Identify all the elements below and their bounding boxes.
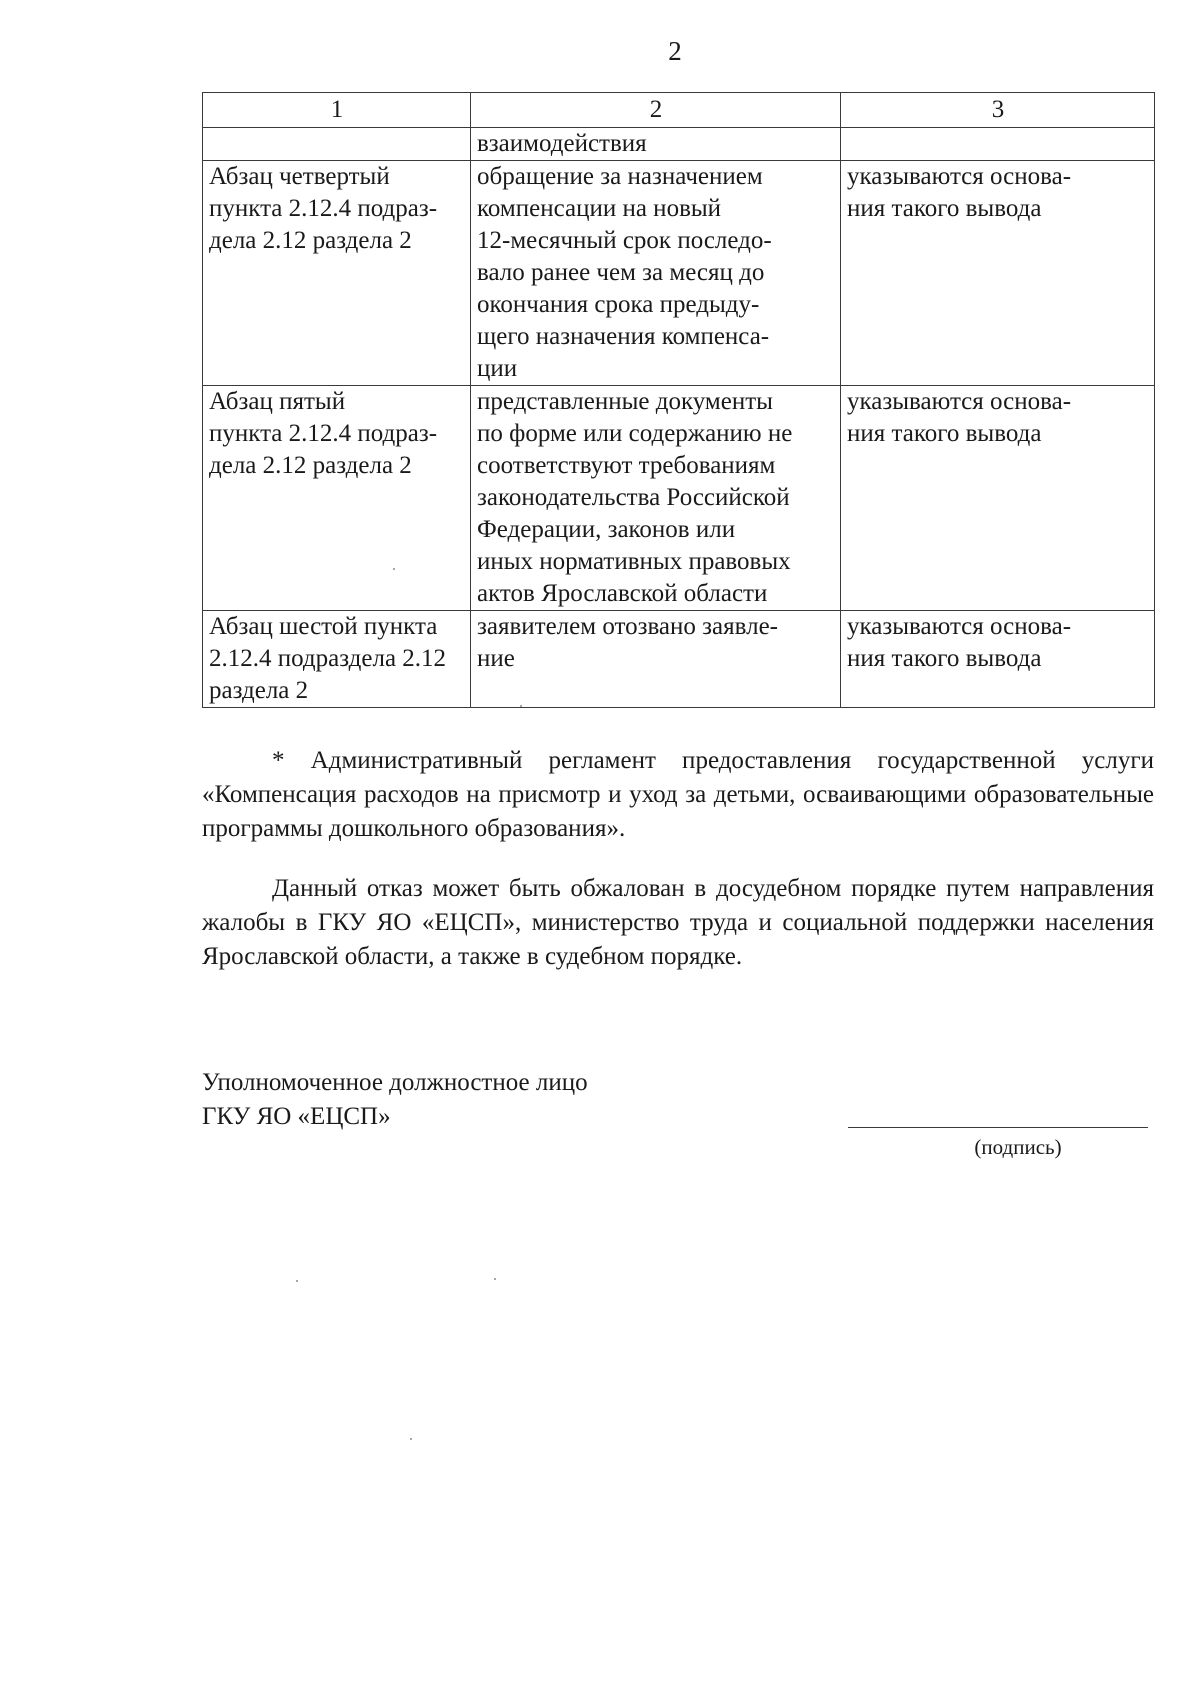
official-title: Уполномоченное должностное лицо — [202, 1069, 588, 1096]
table-cell-provision: Абзац шестой пункта 2.12.4 подраздела 2.12 раздела 2 — [203, 611, 471, 708]
footnote-text: * Административный регламент предоставления государственной услуги «Компенсация расходов на присмотр и уход за детьми, осваивающими образовательные программы дошкольного образования». — [202, 747, 1154, 842]
table-cell-provision: Абзац четвертый пункта 2.12.4 подраз- дела 2.12 раздела 2 — [203, 161, 471, 386]
table-cell-explanation — [841, 128, 1155, 161]
scan-speck — [296, 1280, 298, 1282]
table-cell-explanation: указываются основа- ния такого вывода — [841, 611, 1155, 708]
table-cell-ground: обращение за назначением компенсации на новый 12-месячный срок последо- вало ранее чем за месяц до окончания срока предыду- щего назначения компенса- ции — [471, 161, 841, 386]
signature-line — [848, 1127, 1148, 1128]
page-number: 2 — [668, 36, 682, 66]
table-row — [203, 386, 1155, 611]
appeal-text: Данный отказ может быть обжалован в досудебном порядке путем направления жалобы в ГКУ ЯО «ЕЦСП», министерство труда и социальной поддержки населения Ярославской области, а также в судебном порядке. — [202, 875, 1154, 970]
grounds-table — [202, 92, 1155, 708]
official-organization: ГКУ ЯО «ЕЦСП» — [202, 1103, 391, 1130]
footnote — [202, 744, 1154, 846]
table-row — [203, 611, 1155, 708]
table-row — [203, 128, 1155, 161]
table-cell-explanation: указываются основа- ния такого вывода — [841, 386, 1155, 611]
scan-speck — [520, 705, 522, 707]
scan-speck — [494, 1278, 496, 1280]
official-block — [202, 1066, 588, 1134]
table-header-cell: 3 — [841, 93, 1155, 128]
scan-speck — [410, 1438, 412, 1440]
table-cell-provision — [203, 128, 471, 161]
table-row — [203, 161, 1155, 386]
table-header-row — [203, 93, 1155, 128]
table-cell-ground: заявителем отозвано заявле- ние — [471, 611, 841, 708]
table-cell-explanation: указываются основа- ния такого вывода — [841, 161, 1155, 386]
signature-caption: (подпись) — [974, 1135, 1062, 1159]
table-cell-ground: взаимодействия — [471, 128, 841, 161]
table-cell-provision: Абзац пятый пункта 2.12.4 подраз- дела 2.12 раздела 2 — [203, 386, 471, 611]
table-cell-ground: представленные документы по форме или содержанию не соответствуют требованиям законодательства Российской Федерации, законов или иных нормативных правовых актов Ярославской области — [471, 386, 841, 611]
appeal-notice — [202, 872, 1154, 974]
table-header-cell: 2 — [471, 93, 841, 128]
scan-speck — [393, 568, 395, 570]
table-header-cell: 1 — [203, 93, 471, 128]
